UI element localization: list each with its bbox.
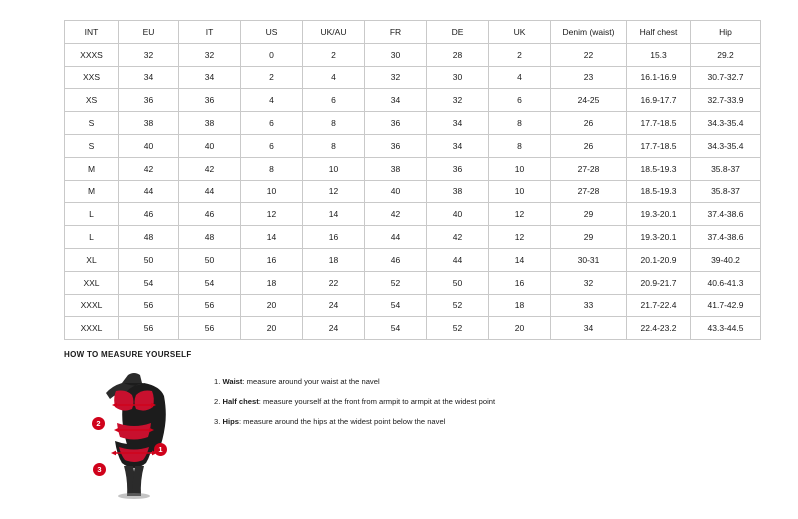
cell-uk-au: 22 bbox=[303, 271, 365, 294]
cell-half-chest: 19.3-20.1 bbox=[627, 203, 691, 226]
cell-us: 4 bbox=[241, 89, 303, 112]
cell-int: M bbox=[65, 180, 119, 203]
cell-uk: 12 bbox=[489, 203, 551, 226]
how-to-measure-body bbox=[64, 369, 734, 499]
cell-it: 38 bbox=[179, 112, 241, 135]
cell-us: 6 bbox=[241, 112, 303, 135]
cell-denim-waist: 24-25 bbox=[551, 89, 627, 112]
cell-fr: 34 bbox=[365, 89, 427, 112]
cell-de: 40 bbox=[427, 203, 489, 226]
cell-uk: 14 bbox=[489, 248, 551, 271]
cell-it: 40 bbox=[179, 134, 241, 157]
cell-uk-au: 6 bbox=[303, 89, 365, 112]
cell-hip: 30.7-32.7 bbox=[691, 66, 761, 89]
measure-note-waist bbox=[214, 377, 495, 386]
cell-de: 32 bbox=[427, 89, 489, 112]
cell-denim-waist: 27-28 bbox=[551, 157, 627, 180]
table-row bbox=[65, 89, 761, 112]
cell-de: 36 bbox=[427, 157, 489, 180]
cell-hip: 34.3-35.4 bbox=[691, 112, 761, 135]
cell-fr: 54 bbox=[365, 317, 427, 340]
cell-uk-au: 8 bbox=[303, 134, 365, 157]
cell-us: 2 bbox=[241, 66, 303, 89]
size-table bbox=[64, 20, 761, 340]
cell-eu: 38 bbox=[119, 112, 179, 135]
how-to-measure-section bbox=[64, 350, 734, 499]
size-table-head bbox=[65, 21, 761, 44]
cell-int: XXL bbox=[65, 271, 119, 294]
column-header-it: IT bbox=[179, 21, 241, 44]
cell-uk: 16 bbox=[489, 271, 551, 294]
cell-uk-au: 10 bbox=[303, 157, 365, 180]
cell-hip: 35.8-37 bbox=[691, 157, 761, 180]
table-row bbox=[65, 203, 761, 226]
cell-eu: 50 bbox=[119, 248, 179, 271]
column-header-denim-waist: Denim (waist) bbox=[551, 21, 627, 44]
cell-uk: 8 bbox=[489, 112, 551, 135]
cell-it: 46 bbox=[179, 203, 241, 226]
column-header-us: US bbox=[241, 21, 303, 44]
cell-denim-waist: 29 bbox=[551, 226, 627, 249]
cell-half-chest: 18.5-19.3 bbox=[627, 180, 691, 203]
table-row bbox=[65, 134, 761, 157]
cell-half-chest: 18.5-19.3 bbox=[627, 157, 691, 180]
cell-uk: 8 bbox=[489, 134, 551, 157]
cell-it: 56 bbox=[179, 294, 241, 317]
cell-de: 50 bbox=[427, 271, 489, 294]
cell-us: 10 bbox=[241, 180, 303, 203]
cell-half-chest: 22.4-23.2 bbox=[627, 317, 691, 340]
cell-us: 16 bbox=[241, 248, 303, 271]
cell-hip: 40.6-41.3 bbox=[691, 271, 761, 294]
cell-denim-waist: 27-28 bbox=[551, 180, 627, 203]
cell-int: XS bbox=[65, 89, 119, 112]
measure-note-number: 3. bbox=[214, 417, 221, 427]
cell-uk: 12 bbox=[489, 226, 551, 249]
column-header-half-chest: Half chest bbox=[627, 21, 691, 44]
measure-note-half-chest bbox=[214, 397, 495, 406]
cell-hip: 39-40.2 bbox=[691, 248, 761, 271]
cell-fr: 38 bbox=[365, 157, 427, 180]
cell-it: 50 bbox=[179, 248, 241, 271]
cell-eu: 40 bbox=[119, 134, 179, 157]
cell-uk-au: 24 bbox=[303, 317, 365, 340]
cell-de: 30 bbox=[427, 66, 489, 89]
cell-fr: 32 bbox=[365, 66, 427, 89]
cell-half-chest: 16.9-17.7 bbox=[627, 89, 691, 112]
cell-denim-waist: 30-31 bbox=[551, 248, 627, 271]
measure-note-term: Waist bbox=[222, 377, 243, 386]
cell-de: 52 bbox=[427, 294, 489, 317]
mannequin-illustration bbox=[64, 369, 204, 499]
measure-note-hips bbox=[214, 417, 495, 426]
cell-eu: 34 bbox=[119, 66, 179, 89]
cell-fr: 42 bbox=[365, 203, 427, 226]
table-row bbox=[65, 294, 761, 317]
cell-denim-waist: 34 bbox=[551, 317, 627, 340]
size-table-container bbox=[64, 20, 744, 340]
cell-denim-waist: 26 bbox=[551, 134, 627, 157]
cell-half-chest: 20.9-21.7 bbox=[627, 271, 691, 294]
cell-fr: 52 bbox=[365, 271, 427, 294]
measure-bullet-1: 1 bbox=[154, 443, 167, 456]
cell-uk-au: 2 bbox=[303, 43, 365, 66]
cell-it: 42 bbox=[179, 157, 241, 180]
cell-half-chest: 17.7-18.5 bbox=[627, 134, 691, 157]
size-table-body bbox=[65, 43, 761, 339]
cell-denim-waist: 32 bbox=[551, 271, 627, 294]
measure-bullet-2: 2 bbox=[92, 417, 105, 430]
measure-notes-list bbox=[214, 369, 495, 437]
cell-int: M bbox=[65, 157, 119, 180]
how-to-measure-title: HOW TO MEASURE YOURSELF bbox=[64, 350, 192, 359]
cell-fr: 36 bbox=[365, 112, 427, 135]
cell-half-chest: 19.3-20.1 bbox=[627, 226, 691, 249]
cell-half-chest: 16.1-16.9 bbox=[627, 66, 691, 89]
column-header-uk-au: UK/AU bbox=[303, 21, 365, 44]
cell-it: 32 bbox=[179, 43, 241, 66]
cell-fr: 40 bbox=[365, 180, 427, 203]
cell-fr: 30 bbox=[365, 43, 427, 66]
cell-uk: 10 bbox=[489, 157, 551, 180]
measure-note-text: : measure around the hips at the widest point below the navel bbox=[238, 417, 446, 427]
measure-bullet-3: 3 bbox=[93, 463, 106, 476]
cell-it: 48 bbox=[179, 226, 241, 249]
measure-note-number: 1. bbox=[214, 377, 221, 386]
cell-eu: 36 bbox=[119, 89, 179, 112]
cell-int: XXXL bbox=[65, 294, 119, 317]
cell-half-chest: 20.1-20.9 bbox=[627, 248, 691, 271]
cell-it: 34 bbox=[179, 66, 241, 89]
cell-half-chest: 15.3 bbox=[627, 43, 691, 66]
cell-eu: 46 bbox=[119, 203, 179, 226]
table-row bbox=[65, 317, 761, 340]
cell-hip: 35.8-37 bbox=[691, 180, 761, 203]
cell-hip: 32.7-33.9 bbox=[691, 89, 761, 112]
measure-note-number: 2. bbox=[214, 397, 221, 407]
table-row bbox=[65, 226, 761, 249]
measure-note-term: Hips bbox=[222, 417, 239, 427]
cell-eu: 56 bbox=[119, 294, 179, 317]
cell-int: S bbox=[65, 112, 119, 135]
cell-half-chest: 21.7-22.4 bbox=[627, 294, 691, 317]
cell-denim-waist: 29 bbox=[551, 203, 627, 226]
measure-note-term: Half chest bbox=[222, 397, 259, 407]
cell-hip: 41.7-42.9 bbox=[691, 294, 761, 317]
cell-fr: 36 bbox=[365, 134, 427, 157]
table-row bbox=[65, 112, 761, 135]
cell-de: 52 bbox=[427, 317, 489, 340]
cell-it: 54 bbox=[179, 271, 241, 294]
column-header-fr: FR bbox=[365, 21, 427, 44]
cell-int: L bbox=[65, 226, 119, 249]
cell-int: XXS bbox=[65, 66, 119, 89]
cell-uk-au: 18 bbox=[303, 248, 365, 271]
column-header-uk: UK bbox=[489, 21, 551, 44]
cell-uk: 10 bbox=[489, 180, 551, 203]
cell-de: 44 bbox=[427, 248, 489, 271]
table-row bbox=[65, 157, 761, 180]
cell-int: XL bbox=[65, 248, 119, 271]
table-header-row bbox=[65, 21, 761, 44]
measure-note-text: : measure yourself at the front from armpit to armpit at the widest point bbox=[258, 397, 496, 407]
cell-int: S bbox=[65, 134, 119, 157]
cell-uk: 2 bbox=[489, 43, 551, 66]
cell-hip: 37.4-38.6 bbox=[691, 226, 761, 249]
cell-int: XXXS bbox=[65, 43, 119, 66]
cell-uk: 20 bbox=[489, 317, 551, 340]
cell-hip: 43.3-44.5 bbox=[691, 317, 761, 340]
column-header-eu: EU bbox=[119, 21, 179, 44]
cell-us: 6 bbox=[241, 134, 303, 157]
cell-uk-au: 24 bbox=[303, 294, 365, 317]
cell-de: 28 bbox=[427, 43, 489, 66]
cell-uk: 6 bbox=[489, 89, 551, 112]
cell-denim-waist: 22 bbox=[551, 43, 627, 66]
cell-us: 20 bbox=[241, 317, 303, 340]
cell-eu: 32 bbox=[119, 43, 179, 66]
cell-us: 12 bbox=[241, 203, 303, 226]
cell-eu: 54 bbox=[119, 271, 179, 294]
measure-note-text: : measure around your waist at the navel bbox=[242, 377, 380, 386]
column-header-de: DE bbox=[427, 21, 489, 44]
cell-int: L bbox=[65, 203, 119, 226]
cell-de: 34 bbox=[427, 112, 489, 135]
cell-uk-au: 8 bbox=[303, 112, 365, 135]
column-header-hip: Hip bbox=[691, 21, 761, 44]
cell-uk-au: 4 bbox=[303, 66, 365, 89]
cell-uk: 4 bbox=[489, 66, 551, 89]
table-row bbox=[65, 271, 761, 294]
table-row bbox=[65, 180, 761, 203]
cell-fr: 44 bbox=[365, 226, 427, 249]
cell-uk: 18 bbox=[489, 294, 551, 317]
table-row bbox=[65, 43, 761, 66]
cell-hip: 34.3-35.4 bbox=[691, 134, 761, 157]
cell-it: 44 bbox=[179, 180, 241, 203]
table-row bbox=[65, 248, 761, 271]
cell-denim-waist: 26 bbox=[551, 112, 627, 135]
cell-eu: 44 bbox=[119, 180, 179, 203]
cell-half-chest: 17.7-18.5 bbox=[627, 112, 691, 135]
cell-hip: 37.4-38.6 bbox=[691, 203, 761, 226]
cell-uk-au: 14 bbox=[303, 203, 365, 226]
cell-us: 0 bbox=[241, 43, 303, 66]
cell-eu: 56 bbox=[119, 317, 179, 340]
cell-fr: 54 bbox=[365, 294, 427, 317]
cell-denim-waist: 33 bbox=[551, 294, 627, 317]
column-header-int: INT bbox=[65, 21, 119, 44]
cell-de: 42 bbox=[427, 226, 489, 249]
cell-de: 34 bbox=[427, 134, 489, 157]
mannequin-figure-icon bbox=[64, 369, 204, 499]
cell-it: 56 bbox=[179, 317, 241, 340]
cell-de: 38 bbox=[427, 180, 489, 203]
cell-int: XXXL bbox=[65, 317, 119, 340]
cell-uk-au: 16 bbox=[303, 226, 365, 249]
cell-denim-waist: 23 bbox=[551, 66, 627, 89]
cell-hip: 29.2 bbox=[691, 43, 761, 66]
cell-us: 8 bbox=[241, 157, 303, 180]
cell-it: 36 bbox=[179, 89, 241, 112]
cell-eu: 48 bbox=[119, 226, 179, 249]
cell-fr: 46 bbox=[365, 248, 427, 271]
cell-eu: 42 bbox=[119, 157, 179, 180]
cell-us: 18 bbox=[241, 271, 303, 294]
cell-uk-au: 12 bbox=[303, 180, 365, 203]
table-row bbox=[65, 66, 761, 89]
cell-us: 20 bbox=[241, 294, 303, 317]
cell-us: 14 bbox=[241, 226, 303, 249]
